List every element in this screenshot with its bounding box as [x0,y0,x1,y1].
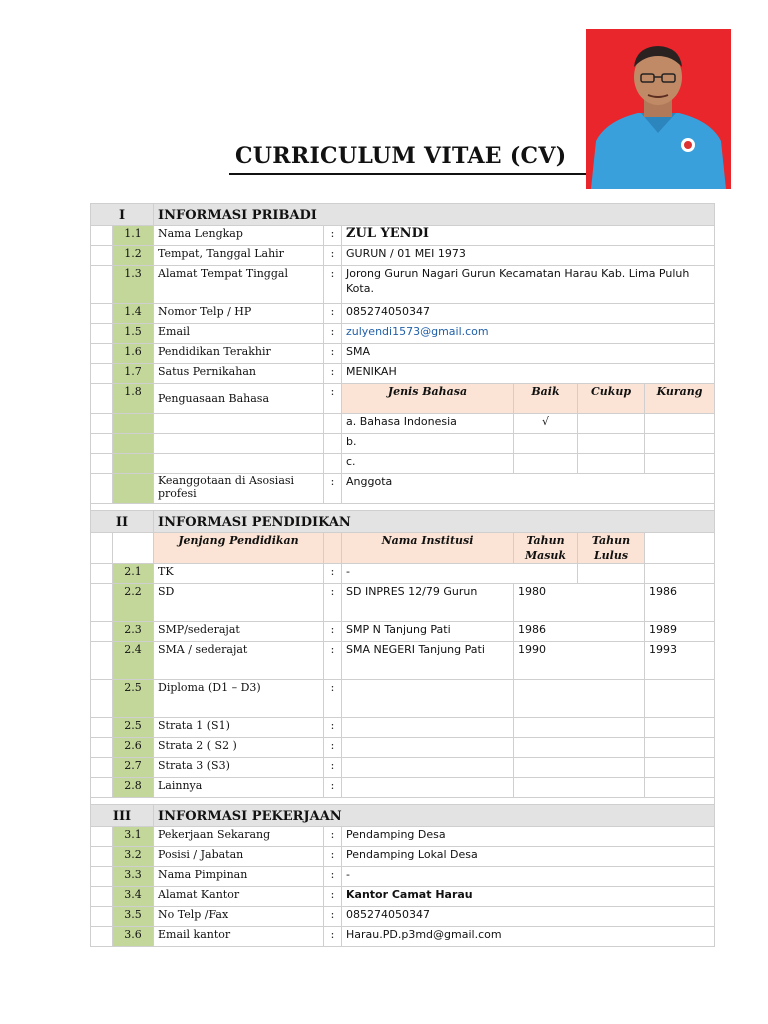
institution: - [342,564,578,584]
field-label: Pendidikan Terakhir [154,344,324,364]
row-number: 2.1 [113,564,154,584]
education-level: Strata 1 (S1) [154,718,324,738]
colon: : [324,246,342,266]
header-year-in: Tahun Masuk [514,533,578,564]
cv-table [90,203,715,947]
section-number: I [91,204,154,226]
table-row [91,344,715,364]
table-row [91,738,715,758]
row-number: 2.4 [113,642,154,680]
education-level: SD [154,584,324,622]
table-row [91,414,715,434]
section-header-education [91,511,715,533]
page-title: CURRICULUM VITAE (CV) [235,143,567,169]
field-label: Posisi / Jabatan [154,847,324,867]
row-number: 2.7 [113,758,154,778]
table-row [91,364,715,384]
row-number: 2.5 [113,680,154,718]
table-row [91,758,715,778]
language-name: b. [342,434,514,454]
table-row [91,584,715,622]
field-label: Satus Pernikahan [154,364,324,384]
field-label: Keanggotaan di Asosiasi profesi [154,474,324,504]
table-row [91,927,715,947]
header-language: Jenis Bahasa [342,384,514,414]
row-number: 3.3 [113,867,154,887]
check-mark: √ [514,414,578,434]
position-value: Pendamping Lokal Desa [342,847,715,867]
section-header-personal [91,204,715,226]
table-row [91,226,715,246]
table-row [91,642,715,680]
colon: : [324,564,342,584]
header-institution: Nama Institusi [342,533,514,564]
education-level: Diploma (D1 – D3) [154,680,324,718]
field-label: Alamat Kantor [154,887,324,907]
section-number: II [91,511,154,533]
header-year-out: Tahun Lulus [578,533,645,564]
field-label: Email kantor [154,927,324,947]
table-row [91,718,715,738]
table-row [91,324,715,344]
education-level: TK [154,564,324,584]
table-row [91,867,715,887]
field-label: Nomor Telp / HP [154,304,324,324]
row-number: 1.5 [113,324,154,344]
table-row [91,622,715,642]
year-in: 1986 [514,622,645,642]
year-out: 1986 [645,584,715,622]
row-number: 1.6 [113,344,154,364]
table-row [91,246,715,266]
colon: : [324,226,342,246]
leader-value: - [342,867,715,887]
colon: : [324,847,342,867]
language-name: a. Bahasa Indonesia [342,414,514,434]
colon: : [324,827,342,847]
row-number: 1.3 [113,266,154,304]
section-number: III [91,805,154,827]
table-row [91,778,715,798]
table-row [91,474,715,504]
table-row [91,847,715,867]
colon: : [324,266,342,304]
education-header-row [91,533,715,564]
row-number: 1.2 [113,246,154,266]
colon: : [324,758,342,778]
year-out: 1993 [645,642,715,680]
header-poor: Kurang [645,384,715,414]
institution: SMA NEGERI Tanjung Pati [342,642,514,680]
table-row [91,434,715,454]
colon: : [324,364,342,384]
person-portrait-icon [586,29,731,189]
colon: : [324,927,342,947]
row-number: 3.1 [113,827,154,847]
education-level: Strata 3 (S3) [154,758,324,778]
table-row [91,454,715,474]
title-underline [229,173,586,175]
colon: : [324,324,342,344]
language-name: c. [342,454,514,474]
colon: : [324,642,342,680]
row-number: 3.4 [113,887,154,907]
table-row [91,827,715,847]
colon: : [324,474,342,504]
birth-value: GURUN / 01 MEI 1973 [342,246,715,266]
address-value: Jorong Gurun Nagari Gurun Kecamatan Harau Kab. Lima Puluh Kota. [342,266,715,304]
colon: : [324,384,342,414]
field-label: No Telp /Fax [154,907,324,927]
colon: : [324,304,342,324]
institution: SMP N Tanjung Pati [342,622,514,642]
table-row [91,266,715,304]
row-number: 2.2 [113,584,154,622]
row-number: 2.5 [113,718,154,738]
table-row [91,887,715,907]
full-name-value: ZUL YENDI [342,226,715,246]
row-number: 2.3 [113,622,154,642]
office-email-value: Harau.PD.p3md@gmail.com [342,927,715,947]
row-number: 3.5 [113,907,154,927]
colon: : [324,907,342,927]
row-number: 1.8 [113,384,154,414]
year-in: 1990 [514,642,645,680]
field-label: Alamat Tempat Tinggal [154,266,324,304]
row-number: 2.6 [113,738,154,758]
profile-photo [586,29,731,189]
colon: : [324,887,342,907]
field-label: Nama Lengkap [154,226,324,246]
colon: : [324,344,342,364]
row-number: 1.1 [113,226,154,246]
row-number: 2.8 [113,778,154,798]
table-row [91,384,715,414]
row-number: 1.4 [113,304,154,324]
table-row [91,564,715,584]
table-row [91,680,715,718]
association-value: Anggota [342,474,715,504]
colon: : [324,738,342,758]
section-header-work [91,805,715,827]
table-row [91,304,715,324]
office-phone-value: 085274050347 [342,907,715,927]
colon: : [324,718,342,738]
field-label: Penguasaan Bahasa [154,384,324,414]
education-level: SMA / sederajat [154,642,324,680]
row-number: 3.6 [113,927,154,947]
section-title: INFORMASI PEKERJAAN [154,805,715,827]
section-title: INFORMASI PRIBADI [154,204,715,226]
colon: : [324,680,342,718]
education-value: SMA [342,344,715,364]
colon: : [324,867,342,887]
office-address-value: Kantor Camat Harau [342,887,715,907]
colon: : [324,622,342,642]
field-label: Tempat, Tanggal Lahir [154,246,324,266]
field-label: Email [154,324,324,344]
section-title: INFORMASI PENDIDIKAN [154,511,715,533]
colon: : [324,778,342,798]
row-number: 1.7 [113,364,154,384]
table-row [91,907,715,927]
field-label: Pekerjaan Sekarang [154,827,324,847]
education-level: Strata 2 ( S2 ) [154,738,324,758]
education-level: Lainnya [154,778,324,798]
email-link[interactable]: zulyendi1573@gmail.com [342,324,715,344]
header-fair: Cukup [578,384,645,414]
field-label: Nama Pimpinan [154,867,324,887]
marital-value: MENIKAH [342,364,715,384]
header-good: Baik [514,384,578,414]
phone-value: 085274050347 [342,304,715,324]
year-out: 1989 [645,622,715,642]
year-in: 1980 [514,584,645,622]
institution: SD INPRES 12/79 Gurun [342,584,514,622]
row-number: 3.2 [113,847,154,867]
header-level: Jenjang Pendidikan [154,533,324,564]
education-level: SMP/sederajat [154,622,324,642]
job-value: Pendamping Desa [342,827,715,847]
colon: : [324,584,342,622]
